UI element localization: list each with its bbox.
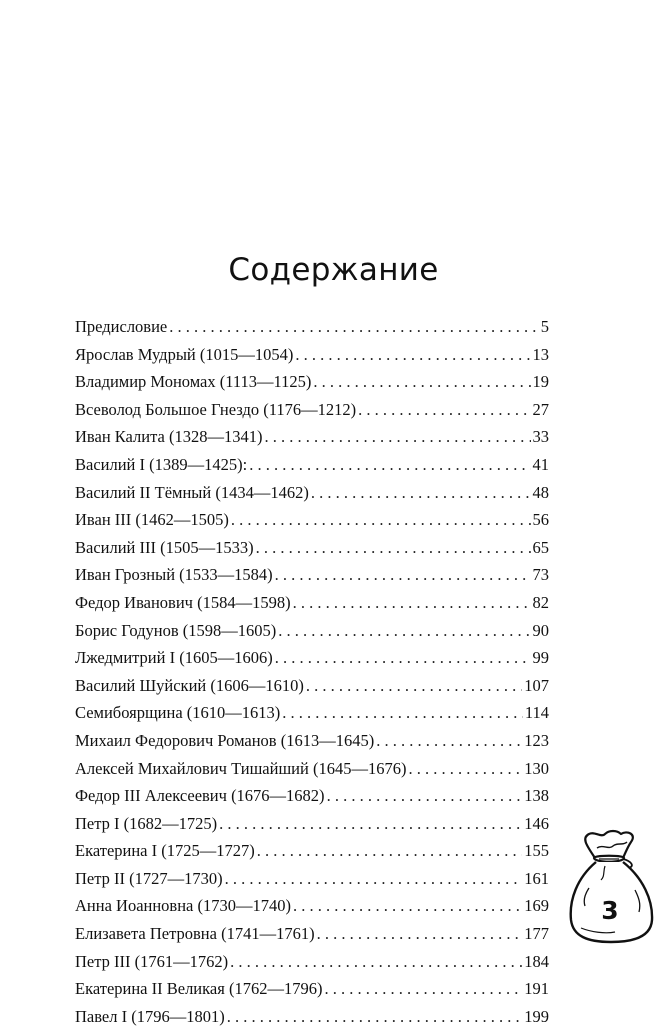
dot-leader: [408, 759, 522, 779]
toc-entry-title: Иван Калита (1328—1341): [75, 427, 263, 447]
toc-entry-title: Семибоярщина (1610—1613): [75, 703, 281, 723]
toc-entry-page: 169: [524, 896, 549, 916]
toc-entry-title: Иван Грозный (1533—1584): [75, 565, 273, 585]
toc-entry: [75, 510, 549, 538]
dot-leader: [293, 896, 522, 916]
toc-entry: [75, 759, 549, 787]
toc-entry-page: 48: [532, 482, 549, 502]
dot-leader: [311, 483, 531, 503]
toc-entry-page: 155: [524, 841, 549, 861]
toc-entry: [75, 786, 549, 814]
toc-entry: [75, 565, 549, 593]
toc-entry-title: Федор Иванович (1584—1598): [75, 592, 291, 612]
toc-entry: [75, 841, 549, 869]
dot-leader: [169, 317, 539, 337]
toc-entry-title: Петр II (1727—1730): [75, 868, 223, 888]
toc-entry: [75, 924, 549, 952]
dot-leader: [295, 345, 530, 365]
toc-entry: [75, 593, 549, 621]
toc-entry: [75, 648, 549, 676]
dot-leader: [282, 703, 523, 723]
dot-leader: [376, 731, 522, 751]
dot-leader: [313, 372, 530, 392]
toc-entry-title: Василий Шуйский (1606—1610): [75, 675, 304, 695]
toc-entry: [75, 869, 549, 897]
toc-entry: [75, 1007, 549, 1034]
toc-entry-title: Алексей Михайлович Тишайший (1645—1676): [75, 758, 407, 778]
dot-leader: [227, 1007, 523, 1027]
toc-entry-title: Анна Иоанновна (1730—1740): [75, 896, 291, 916]
toc-entry-page: 82: [532, 592, 549, 612]
dot-leader: [231, 510, 531, 530]
toc-entry-title: Борис Годунов (1598—1605): [75, 620, 277, 640]
toc-entry-page: 41: [532, 454, 549, 474]
toc-entry-title: Иван III (1462—1505): [75, 510, 229, 530]
toc-entry-page: 138: [524, 786, 549, 806]
toc-entry: [75, 427, 549, 455]
toc-entry-title: Павел I (1796—1801): [75, 1006, 225, 1026]
toc-entry-page: 191: [524, 979, 549, 999]
toc-entry-title: Василий I (1389—1425):: [75, 454, 248, 474]
toc-entry: [75, 621, 549, 649]
toc-entry: [75, 979, 549, 1007]
toc-entry-page: 73: [532, 565, 549, 585]
dot-leader: [257, 841, 523, 861]
toc-entry-page: 114: [524, 703, 549, 723]
toc-entry: [75, 400, 549, 428]
toc-entry: [75, 814, 549, 842]
toc-entry-page: 5: [540, 317, 549, 336]
toc-entry: [75, 345, 549, 373]
dot-leader: [293, 593, 531, 613]
toc-entry: [75, 703, 549, 731]
toc-entry-page: 146: [524, 813, 549, 833]
toc-entry-title: Екатерина I (1725—1727): [75, 841, 255, 861]
toc-entry-title: Ярослав Мудрый (1015—1054): [75, 344, 294, 364]
dot-leader: [275, 565, 531, 585]
toc-entry: [75, 676, 549, 704]
toc-entry-title: Лжедмитрий I (1605—1606): [75, 648, 273, 668]
toc-entry-page: 33: [532, 427, 549, 447]
toc-entry-page: 90: [532, 620, 549, 640]
dot-leader: [317, 924, 523, 944]
dot-leader: [264, 427, 530, 447]
toc-entry: [75, 952, 549, 980]
page-number: 3: [601, 896, 619, 925]
toc-entry-page: 184: [524, 951, 549, 971]
toc-entry-title: Петр I (1682—1725): [75, 813, 218, 833]
toc-entry-title: Василий II Тёмный (1434—1462): [75, 482, 309, 502]
dot-leader: [324, 979, 522, 999]
dot-leader: [230, 952, 522, 972]
toc-entry-page: 65: [532, 537, 549, 557]
toc-entry: [75, 483, 549, 511]
toc-entry-title: Екатерина II Великая (1762—1796): [75, 979, 323, 999]
toc-entry: [75, 317, 549, 345]
dot-leader: [275, 648, 531, 668]
dot-leader: [256, 538, 531, 558]
dot-leader: [327, 786, 523, 806]
dot-leader: [219, 814, 522, 834]
money-bag-icon: [565, 828, 657, 946]
toc-entry-title: Федор III Алексеевич (1676—1682): [75, 786, 325, 806]
dot-leader: [278, 621, 530, 641]
toc-entry-page: 123: [524, 730, 549, 750]
toc-entry-page: 27: [532, 399, 549, 419]
toc-entry-page: 19: [532, 372, 549, 392]
dot-leader: [249, 455, 530, 475]
toc-entry-page: 107: [524, 675, 549, 695]
toc-entry-title: Владимир Мономах (1113—1125): [75, 372, 312, 392]
toc-entry-title: Елизавета Петровна (1741—1761): [75, 924, 315, 944]
toc-entry-page: 130: [524, 758, 549, 778]
toc-entry-page: 13: [532, 344, 549, 364]
dot-leader: [358, 400, 530, 420]
toc-entry-page: 56: [532, 510, 549, 530]
page-title: Содержание: [228, 252, 439, 288]
toc-entry: [75, 731, 549, 759]
toc-entry-page: 161: [524, 868, 549, 888]
toc-entry-page: 199: [524, 1006, 549, 1026]
dot-leader: [225, 869, 523, 889]
toc-entry: [75, 372, 549, 400]
toc-entry-title: Всеволод Большое Гнездо (1176—1212): [75, 399, 357, 419]
toc-entry-title: Василий III (1505—1533): [75, 537, 254, 557]
toc-entry: [75, 538, 549, 566]
toc-entry: [75, 896, 549, 924]
toc-entry-page: 99: [532, 648, 549, 668]
table-of-contents: [75, 317, 549, 1034]
toc-entry-title: Михаил Федорович Романов (1613—1645): [75, 730, 375, 750]
dot-leader: [306, 676, 522, 696]
toc-entry-title: Предисловие: [75, 317, 168, 336]
toc-entry: [75, 455, 549, 483]
toc-entry-page: 177: [524, 924, 549, 944]
toc-entry-title: Петр III (1761—1762): [75, 951, 229, 971]
